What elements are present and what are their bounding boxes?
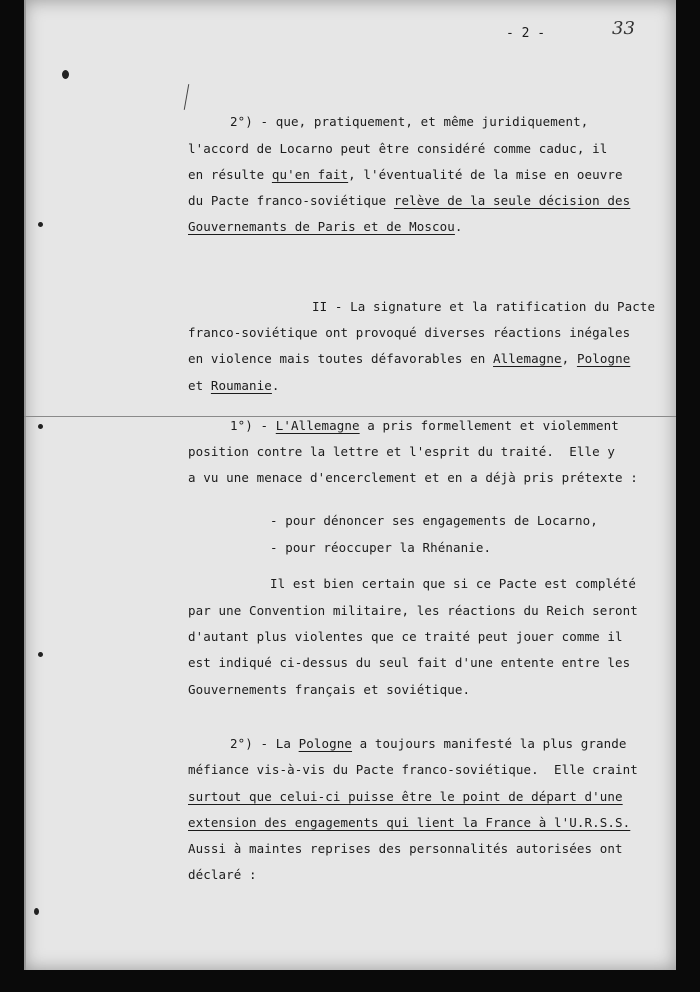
text-line: 1°) - L'Allemagne a pris formellement et violemment (230, 418, 619, 433)
text-line: est indiqué ci-dessus du seul fait d'une entente entre les (188, 655, 631, 670)
ink-dot (38, 424, 43, 429)
text-line: a vu une menace d'encerclement et en a déjà pris prétexte : (188, 470, 638, 485)
list-item: - pour réoccuper la Rhénanie. (270, 540, 492, 555)
text-line: 2°) - La Pologne a toujours manifesté la plus grande (230, 736, 627, 751)
text-line: Gouvernemants de Paris et de Moscou. (188, 219, 463, 234)
text-line: 2°) - que, pratiquement, et même juridiquement, (230, 114, 589, 129)
text-line: extension des engagements qui lient la France à l'U.R.S.S. (188, 815, 631, 830)
text-line: Gouvernements français et soviétique. (188, 682, 471, 697)
fold-line (24, 416, 676, 417)
ink-blot (62, 70, 69, 79)
text-line: déclaré : (188, 867, 257, 882)
text-line: en violence mais toutes défavorables en Allemagne, Pologne (188, 351, 631, 366)
text-line: Il est bien certain que si ce Pacte est complété (270, 576, 637, 591)
text-line: en résulte qu'en fait, l'éventualité de la mise en oeuvre (188, 167, 623, 182)
page-edge (24, 0, 26, 970)
text-line: II - La signature et la ratification du Pacte (312, 299, 656, 314)
text-line: méfiance vis-à-vis du Pacte franco-soviétique. Elle craint (188, 762, 638, 777)
page-number: - 2 - (506, 26, 546, 41)
scanned-page (24, 0, 676, 970)
text-line: franco-soviétique ont provoqué diverses réactions inégales (188, 325, 631, 340)
text-line: par une Convention militaire, les réactions du Reich seront (188, 603, 638, 618)
text-line: et Roumanie. (188, 378, 280, 393)
text-line: position contre la lettre et l'esprit du traité. Elle y (188, 444, 616, 459)
pencil-mark (184, 84, 189, 110)
list-item: - pour dénoncer ses engagements de Locarno, (270, 513, 598, 528)
text-line: du Pacte franco-soviétique relève de la seule décision des (188, 193, 631, 208)
text-line: l'accord de Locarno peut être considéré comme caduc, il (188, 141, 608, 156)
folio-number: 33 (612, 18, 635, 39)
text-line: Aussi à maintes reprises des personnalités autorisées ont (188, 841, 623, 856)
ink-dot (38, 652, 43, 657)
text-line: surtout que celui-ci puisse être le point de départ d'une (188, 789, 623, 804)
ink-dot (34, 908, 39, 915)
ink-dot (38, 222, 43, 227)
text-line: d'autant plus violentes que ce traité peut jouer comme il (188, 629, 623, 644)
